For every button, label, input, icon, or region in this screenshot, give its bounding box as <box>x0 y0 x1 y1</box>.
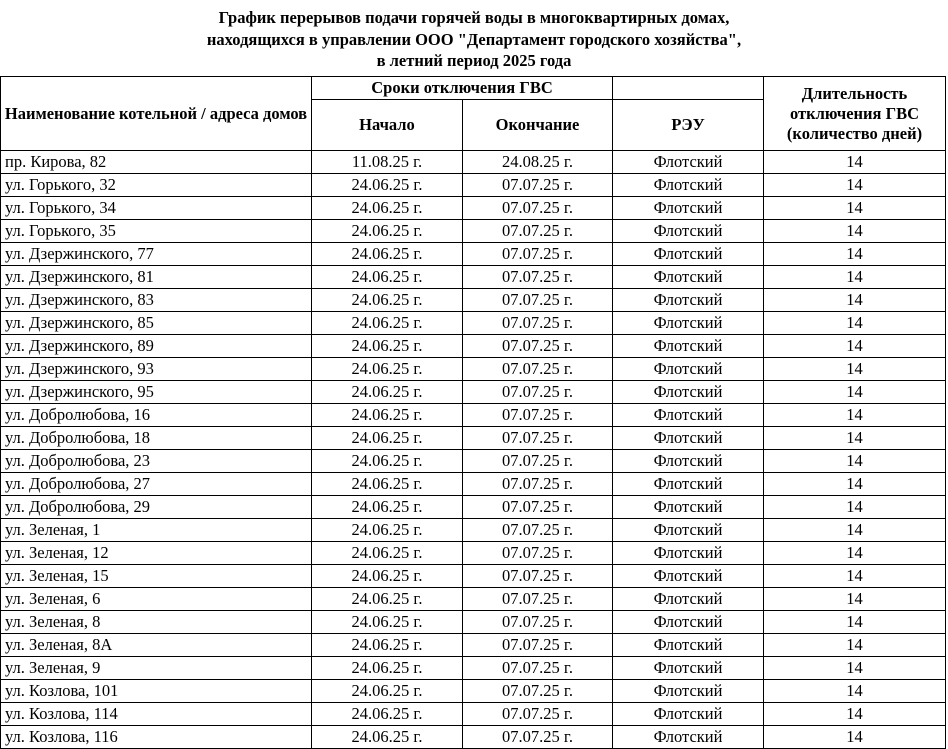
title-line-3: в летний период 2025 года <box>376 51 572 70</box>
cell-end: 07.07.25 г. <box>463 450 613 473</box>
cell-reu: Флотский <box>613 381 764 404</box>
cell-address: ул. Добролюбова, 18 <box>1 427 312 450</box>
cell-end: 07.07.25 г. <box>463 657 613 680</box>
cell-start: 24.06.25 г. <box>312 496 463 519</box>
cell-days: 14 <box>764 588 946 611</box>
table-row <box>1 197 946 220</box>
cell-reu: Флотский <box>613 542 764 565</box>
cell-address: ул. Дзержинского, 89 <box>1 335 312 358</box>
table-row <box>1 703 946 726</box>
cell-address: ул. Горького, 32 <box>1 174 312 197</box>
cell-end: 07.07.25 г. <box>463 220 613 243</box>
cell-address: ул. Горького, 35 <box>1 220 312 243</box>
cell-reu: Флотский <box>613 703 764 726</box>
cell-days: 14 <box>764 634 946 657</box>
table-row <box>1 611 946 634</box>
cell-start: 24.06.25 г. <box>312 565 463 588</box>
cell-reu: Флотский <box>613 266 764 289</box>
table-row <box>1 726 946 749</box>
cell-reu: Флотский <box>613 450 764 473</box>
cell-address: ул. Козлова, 114 <box>1 703 312 726</box>
cell-end: 07.07.25 г. <box>463 588 613 611</box>
cell-end: 07.07.25 г. <box>463 519 613 542</box>
cell-days: 14 <box>764 289 946 312</box>
cell-start: 24.06.25 г. <box>312 680 463 703</box>
table-row <box>1 496 946 519</box>
cell-start: 24.06.25 г. <box>312 450 463 473</box>
cell-end: 07.07.25 г. <box>463 358 613 381</box>
table-row <box>1 381 946 404</box>
table-row <box>1 404 946 427</box>
cell-days: 14 <box>764 703 946 726</box>
cell-days: 14 <box>764 220 946 243</box>
cell-address: ул. Дзержинского, 83 <box>1 289 312 312</box>
cell-end: 07.07.25 г. <box>463 680 613 703</box>
table-row <box>1 473 946 496</box>
cell-end: 07.07.25 г. <box>463 611 613 634</box>
cell-days: 14 <box>764 174 946 197</box>
cell-end: 07.07.25 г. <box>463 726 613 749</box>
cell-reu: Флотский <box>613 358 764 381</box>
cell-days: 14 <box>764 243 946 266</box>
cell-end: 07.07.25 г. <box>463 312 613 335</box>
cell-address: ул. Козлова, 116 <box>1 726 312 749</box>
cell-end: 07.07.25 г. <box>463 542 613 565</box>
cell-address: ул. Зеленая, 9 <box>1 657 312 680</box>
cell-address: ул. Козлова, 101 <box>1 680 312 703</box>
cell-address: пр. Кирова, 82 <box>1 151 312 174</box>
cell-days: 14 <box>764 197 946 220</box>
cell-start: 24.06.25 г. <box>312 588 463 611</box>
header-end: Окончание <box>463 100 613 151</box>
cell-days: 14 <box>764 542 946 565</box>
table-row <box>1 220 946 243</box>
cell-start: 24.06.25 г. <box>312 634 463 657</box>
table-row <box>1 427 946 450</box>
table-row <box>1 680 946 703</box>
table-row <box>1 542 946 565</box>
cell-days: 14 <box>764 266 946 289</box>
cell-start: 24.06.25 г. <box>312 381 463 404</box>
cell-days: 14 <box>764 473 946 496</box>
cell-start: 24.06.25 г. <box>312 266 463 289</box>
table-body <box>1 151 946 749</box>
cell-start: 24.06.25 г. <box>312 312 463 335</box>
cell-start: 24.06.25 г. <box>312 335 463 358</box>
table-row <box>1 335 946 358</box>
cell-reu: Флотский <box>613 151 764 174</box>
table-row <box>1 312 946 335</box>
header-start: Начало <box>312 100 463 151</box>
cell-reu: Флотский <box>613 588 764 611</box>
header-name: Наименование котельной / адреса домов <box>1 77 312 151</box>
cell-days: 14 <box>764 358 946 381</box>
cell-address: ул. Зеленая, 8 <box>1 611 312 634</box>
cell-days: 14 <box>764 404 946 427</box>
cell-reu: Флотский <box>613 289 764 312</box>
cell-address: ул. Добролюбова, 16 <box>1 404 312 427</box>
cell-reu: Флотский <box>613 473 764 496</box>
cell-start: 24.06.25 г. <box>312 243 463 266</box>
cell-address: ул. Зеленая, 8А <box>1 634 312 657</box>
cell-days: 14 <box>764 680 946 703</box>
schedule-table <box>0 76 946 749</box>
title-line-1: График перерывов подачи горячей воды в многоквартирных домах, <box>218 8 730 27</box>
cell-end: 07.07.25 г. <box>463 404 613 427</box>
cell-reu: Флотский <box>613 220 764 243</box>
cell-end: 07.07.25 г. <box>463 266 613 289</box>
cell-reu: Флотский <box>613 243 764 266</box>
cell-end: 07.07.25 г. <box>463 197 613 220</box>
cell-days: 14 <box>764 496 946 519</box>
header-reu: РЭУ <box>613 100 764 151</box>
cell-address: ул. Зеленая, 6 <box>1 588 312 611</box>
title-line-2: находящихся в управлении ООО "Департамент городского хозяйства", <box>206 29 742 49</box>
cell-days: 14 <box>764 381 946 404</box>
cell-address: ул. Дзержинского, 77 <box>1 243 312 266</box>
cell-address: ул. Дзержинского, 93 <box>1 358 312 381</box>
cell-reu: Флотский <box>613 427 764 450</box>
cell-address: ул. Добролюбова, 27 <box>1 473 312 496</box>
cell-start: 24.06.25 г. <box>312 657 463 680</box>
table-row <box>1 358 946 381</box>
cell-days: 14 <box>764 312 946 335</box>
cell-start: 11.08.25 г. <box>312 151 463 174</box>
table-row <box>1 289 946 312</box>
cell-reu: Флотский <box>613 657 764 680</box>
cell-end: 07.07.25 г. <box>463 174 613 197</box>
table-row <box>1 565 946 588</box>
cell-days: 14 <box>764 565 946 588</box>
cell-end: 07.07.25 г. <box>463 335 613 358</box>
cell-end: 07.07.25 г. <box>463 496 613 519</box>
cell-start: 24.06.25 г. <box>312 473 463 496</box>
cell-start: 24.06.25 г. <box>312 542 463 565</box>
cell-reu: Флотский <box>613 565 764 588</box>
cell-reu: Флотский <box>613 634 764 657</box>
header-empty-cell <box>613 77 764 100</box>
cell-start: 24.06.25 г. <box>312 726 463 749</box>
cell-address: ул. Дзержинского, 95 <box>1 381 312 404</box>
cell-reu: Флотский <box>613 174 764 197</box>
cell-reu: Флотский <box>613 312 764 335</box>
cell-end: 07.07.25 г. <box>463 634 613 657</box>
cell-days: 14 <box>764 335 946 358</box>
table-row <box>1 657 946 680</box>
cell-days: 14 <box>764 611 946 634</box>
cell-end: 07.07.25 г. <box>463 703 613 726</box>
cell-start: 24.06.25 г. <box>312 427 463 450</box>
cell-address: ул. Зеленая, 1 <box>1 519 312 542</box>
cell-end: 07.07.25 г. <box>463 473 613 496</box>
cell-address: ул. Дзержинского, 85 <box>1 312 312 335</box>
cell-start: 24.06.25 г. <box>312 220 463 243</box>
cell-start: 24.06.25 г. <box>312 703 463 726</box>
cell-days: 14 <box>764 726 946 749</box>
table-row <box>1 588 946 611</box>
table-row <box>1 151 946 174</box>
cell-end: 07.07.25 г. <box>463 243 613 266</box>
table-row <box>1 243 946 266</box>
cell-end: 07.07.25 г. <box>463 565 613 588</box>
cell-end: 07.07.25 г. <box>463 289 613 312</box>
table-row <box>1 634 946 657</box>
cell-address: ул. Дзержинского, 81 <box>1 266 312 289</box>
cell-start: 24.06.25 г. <box>312 174 463 197</box>
cell-days: 14 <box>764 427 946 450</box>
cell-reu: Флотский <box>613 496 764 519</box>
header-period: Сроки отключения ГВС <box>312 77 613 100</box>
cell-reu: Флотский <box>613 335 764 358</box>
cell-start: 24.06.25 г. <box>312 519 463 542</box>
cell-days: 14 <box>764 151 946 174</box>
cell-days: 14 <box>764 450 946 473</box>
cell-address: ул. Добролюбова, 29 <box>1 496 312 519</box>
cell-end: 24.08.25 г. <box>463 151 613 174</box>
cell-reu: Флотский <box>613 197 764 220</box>
cell-start: 24.06.25 г. <box>312 358 463 381</box>
document-title <box>0 0 948 76</box>
cell-address: ул. Горького, 34 <box>1 197 312 220</box>
header-duration: Длительность отключения ГВС (количество дней) <box>764 77 946 151</box>
cell-address: ул. Зеленая, 12 <box>1 542 312 565</box>
cell-days: 14 <box>764 657 946 680</box>
table-row <box>1 266 946 289</box>
cell-reu: Флотский <box>613 519 764 542</box>
table-row <box>1 519 946 542</box>
cell-reu: Флотский <box>613 611 764 634</box>
cell-reu: Флотский <box>613 680 764 703</box>
cell-start: 24.06.25 г. <box>312 197 463 220</box>
cell-start: 24.06.25 г. <box>312 404 463 427</box>
table-row <box>1 450 946 473</box>
cell-start: 24.06.25 г. <box>312 611 463 634</box>
cell-end: 07.07.25 г. <box>463 427 613 450</box>
cell-end: 07.07.25 г. <box>463 381 613 404</box>
table-row <box>1 174 946 197</box>
cell-address: ул. Добролюбова, 23 <box>1 450 312 473</box>
cell-reu: Флотский <box>613 404 764 427</box>
cell-address: ул. Зеленая, 15 <box>1 565 312 588</box>
cell-days: 14 <box>764 519 946 542</box>
cell-start: 24.06.25 г. <box>312 289 463 312</box>
table-header <box>1 77 946 151</box>
cell-reu: Флотский <box>613 726 764 749</box>
